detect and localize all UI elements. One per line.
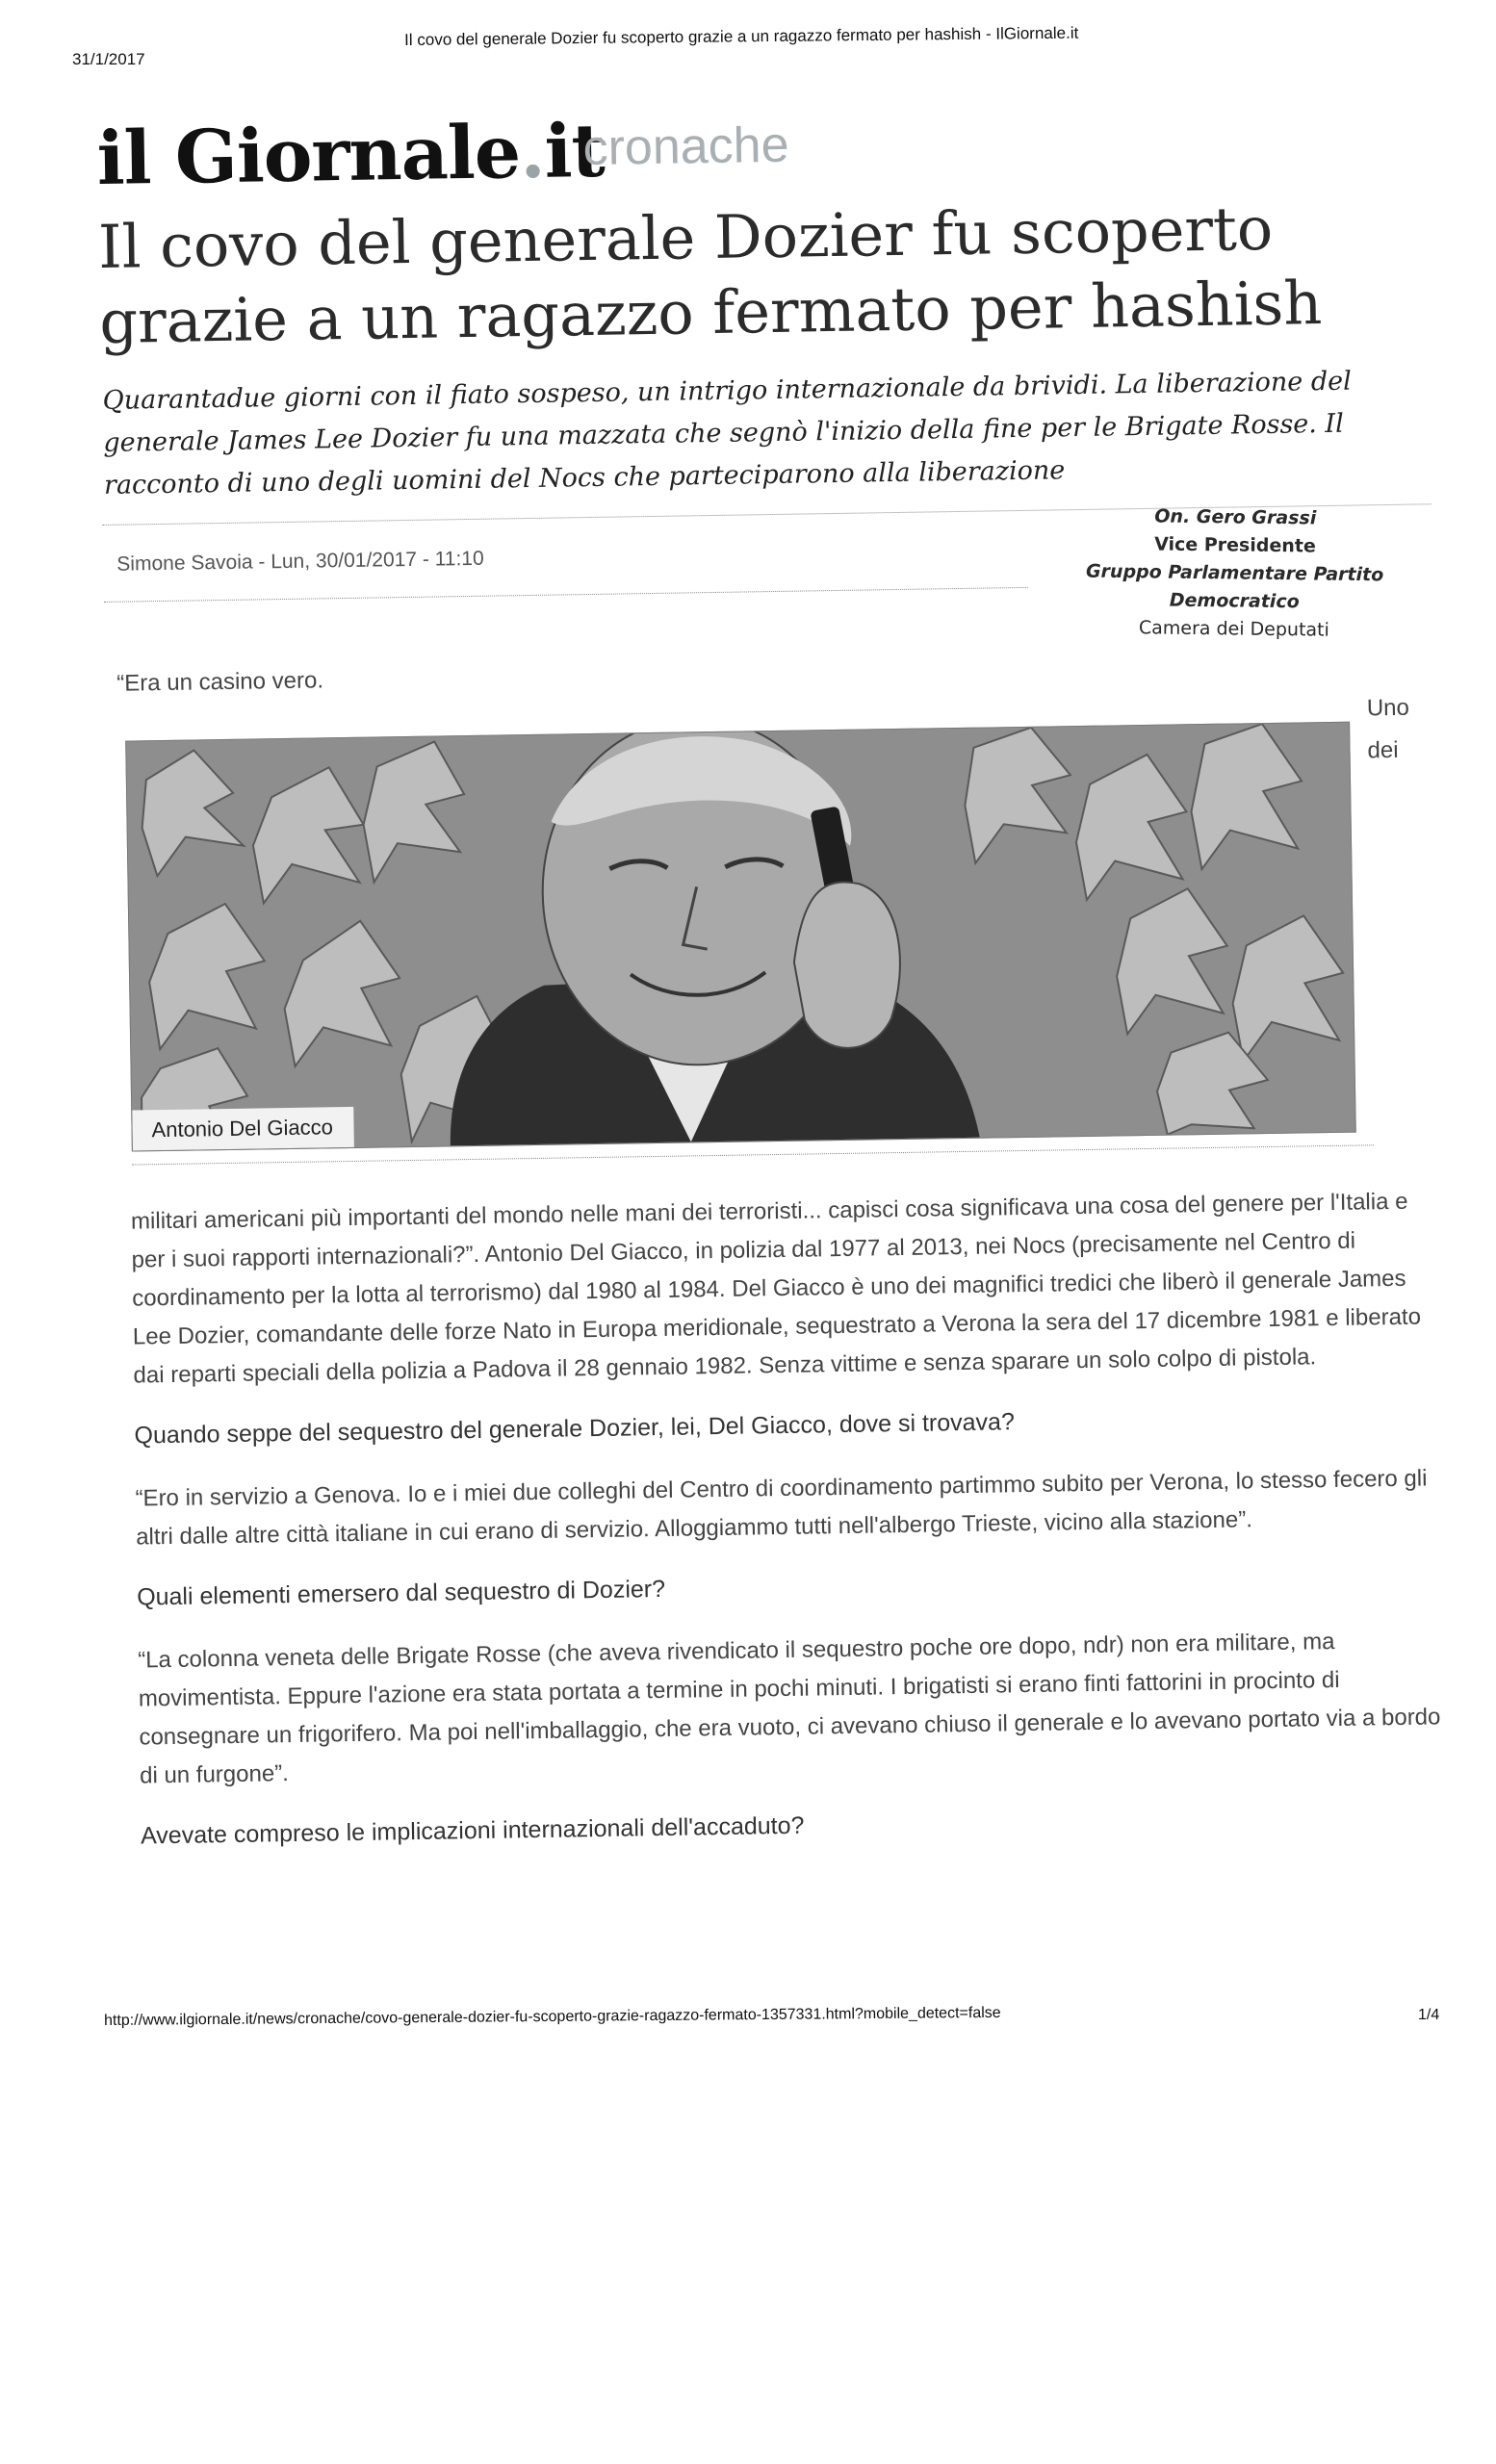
article-headline: Il covo del generale Dozier fu scoperto grazie a un ragazzo fermato per hashish: [97, 192, 1323, 357]
divider-byline: [104, 587, 1028, 603]
interview-question: Avevate compreso le implicazioni internazionali dell'accaduto?: [140, 1811, 805, 1850]
interview-answer: “La colonna veneta delle Brigate Rosse (che aveva rivendicato il sequestro poche ore dopo, ndr) non era militare, ma movimentista. Eppure l'azione era stata portata a termine in pochi minuti. I brigatisti si erano finti fattorini in procinto di consegnare un frigorifero. Ma poi nell'imballaggio, che era vuoto, ci avevano chiuso il generale e lo avevano portato via a bordo di un furgone”.: [138, 1628, 1441, 1789]
print-header: [0, 23, 1496, 68]
side-word: dei: [1367, 736, 1399, 764]
side-word: Uno: [1366, 694, 1410, 722]
article-body: [131, 1182, 1446, 1880]
logo-main: il Giornale: [96, 109, 521, 201]
stamp-role: Vice Presidente: [1154, 533, 1316, 557]
print-page-number: 1/4: [1418, 2007, 1440, 2023]
logo-dot: .: [519, 108, 546, 195]
print-date: 31/1/2017: [72, 50, 145, 68]
article-subtitle: Quarantadue giorni con il fiato sospeso, un intrigo internazionale da brividi. La liberazione del generale James Lee Dozier fu una mazzata che segnò l'inizio della fine per le Brigate Rosse. Il racconto di uno degli uomini del Nocs che parteciparono alla liberazione: [102, 366, 1352, 500]
article-page: [96, 94, 1441, 1850]
portrait-illustration: [126, 723, 1355, 1151]
logo-tld: it: [543, 107, 606, 194]
interview-answer: “Ero in servizio a Genova. Io e i miei due colleghi del Centro di coordinamento partimmo subito per Verona, lo stesso fecero gli altri dalle altre città italiane in cui erano di servizio. Alloggiammo tutti nell'albergo Trieste, vicino alla stazione”.: [135, 1465, 1428, 1551]
interview-question: Quando seppe del sequestro del generale Dozier, lei, Del Giacco, dove si trovava?: [134, 1408, 1016, 1450]
lead-quote: “Era un casino vero.: [116, 667, 324, 697]
print-page-title: Il covo del generale Dozier fu scoperto grazie a un ragazzo fermato per hashish - IlGiornale.it: [404, 23, 1079, 49]
stamp-chamber: Camera dei Deputati: [1138, 617, 1329, 641]
parliament-stamp: [1022, 501, 1448, 646]
stamp-group: Gruppo Parlamentare Partito Democratico: [1085, 560, 1384, 613]
interview-question: Quali elementi emersero dal sequestro di Dozier?: [136, 1575, 666, 1611]
site-logo[interactable]: [96, 108, 605, 201]
stamp-name: On. Gero Grassi: [1154, 505, 1317, 529]
article-photo[interactable]: [125, 722, 1356, 1152]
print-url: http://www.ilgiornale.it/news/cronache/covo-generale-dozier-fu-scoperto-grazie-ragazzo-fermato-1357331.html?mobile_detect=false: [104, 2004, 1001, 2029]
section-label[interactable]: cronache: [582, 116, 789, 177]
article-byline: Simone Savoia - Lun, 30/01/2017 - 11:10: [116, 547, 484, 576]
article-paragraph: militari americani più importanti del mondo nelle mani dei terroristi... capisci cosa significava una cosa del genere per l'Italia e per i suoi rapporti internazionali?”. Antonio Del Giacco, in polizia dal 1977 al 2013, nei Nocs (precisamente nel Centro di coordinamento per la lotta al terrorismo) dal 1980 al 1984. Del Giacco è uno dei magnifici tredici che liberò il generale James Lee Dozier, comandante delle forze Nato in Europa meridionale, sequestrato a Verona la sera del 17 dicembre 1981 e liberato dai reparti speciali della polizia a Padova il 28 gennaio 1982. Senza vittime e senza sparare un solo colpo di pistola.: [130, 1188, 1422, 1389]
wrapped-text-fragment: [1366, 687, 1409, 773]
photo-caption: Antonio Del Giacco: [132, 1107, 354, 1151]
